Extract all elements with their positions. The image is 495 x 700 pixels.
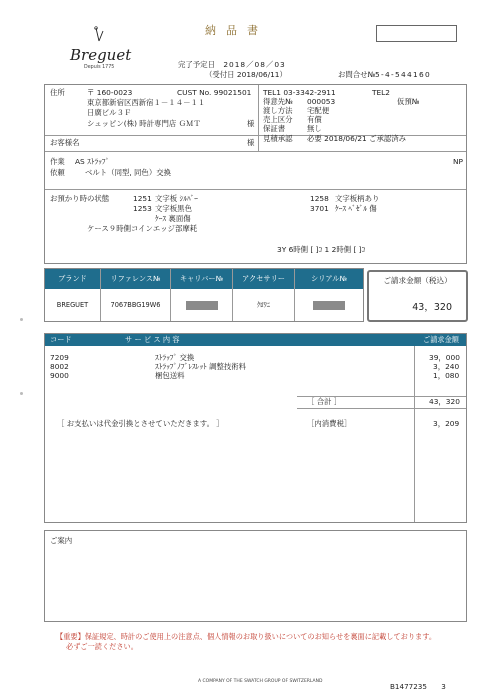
work-value: AS ｽﾄﾗｯﾌﾟ — [75, 157, 110, 166]
condition-code: 3701 — [310, 204, 329, 213]
total-label: ［ 合計 ］ — [307, 397, 342, 406]
estimate-label: 見積承認 — [263, 134, 293, 143]
store-honorific: 様 — [247, 119, 255, 128]
condition-label: お預かり時の状態 — [50, 194, 110, 203]
customer-name-label: お客様名 — [50, 138, 80, 147]
accessory-value: ｸﾛﾜﾆ — [256, 301, 271, 309]
document-code — [390, 683, 446, 692]
address-label: 住所 — [50, 88, 65, 97]
delivery-label: 渡し方法 — [263, 106, 293, 115]
service-code: 8002 — [50, 362, 69, 371]
header-serial: シリアル№ — [295, 269, 363, 289]
tel1: TEL1 03-3342-2911 — [263, 88, 336, 97]
condition-text: 文字板柄あり — [335, 194, 380, 203]
kari-label: 仮預№ — [397, 97, 420, 106]
punch-mark — [20, 392, 23, 395]
condition-code: 1258 — [310, 194, 329, 203]
cod-note: ［ お支払いは代金引換とさせていただきます。 ］ — [57, 419, 224, 428]
header-brand: ブランド — [45, 269, 100, 289]
inquiry-label: お問合せ№ — [338, 70, 376, 79]
condition-text: ｹｰｽ 裏面傷 — [155, 214, 191, 223]
redacted-block — [186, 301, 218, 310]
sales-value: 有償 — [307, 115, 322, 124]
caliber-value — [171, 289, 232, 321]
invoice-amount-box — [367, 270, 468, 322]
header-service-content: サ ー ビ ス 内 容 — [125, 335, 180, 344]
redacted-block — [313, 301, 345, 310]
postal-code: 〒 160-0023 — [87, 88, 133, 97]
client-number: 000053 — [307, 97, 336, 106]
invoice-amount-label: ご請求金額（税込） — [383, 276, 452, 285]
received-date: （受付日 2018/06/11） — [205, 70, 287, 79]
condition-code: 1251 — [133, 194, 152, 203]
scheduled-label: 完了予定日 — [178, 60, 215, 69]
document-title: 納品書 — [205, 24, 268, 37]
reference-value: 7067BBG19W6 — [110, 301, 161, 309]
header-caliber: キャリバー№ — [171, 269, 232, 289]
breguet-hands-icon — [93, 26, 105, 42]
request-value: ベルト（同型, 同色）交換 — [85, 168, 171, 177]
header-reference: リファレンス№ — [101, 269, 170, 289]
header-code: コード — [50, 335, 72, 344]
condition-text: 文字板 ｼﾙﾊﾞｰ — [155, 194, 198, 203]
header-billing-amount: ご請求金額 — [423, 335, 459, 344]
address-line-2: 日廣ビル３Ｆ — [87, 108, 132, 117]
brand-logo: Breguet — [70, 46, 132, 64]
warranty-value: 無し — [307, 124, 322, 133]
tax-value: 3，209 — [433, 419, 460, 428]
punch-mark — [20, 318, 23, 321]
condition-text: 文字板黒色 — [155, 204, 192, 213]
header-accessory: アクセサリー — [233, 269, 294, 289]
number-box — [376, 25, 457, 42]
request-label: 依頼 — [50, 168, 65, 177]
service-code: 9000 — [50, 371, 69, 380]
guidance-box — [44, 530, 467, 622]
np-mark: NP — [453, 157, 463, 166]
product-table — [44, 268, 364, 322]
work-label: 作業 — [50, 157, 65, 166]
delivery-value: 宅配便 — [307, 106, 330, 115]
address-line-1: 東京都新宿区西新宿１－１４－１１ — [87, 98, 206, 107]
inquiry-number: 5-4-544160 — [375, 70, 431, 79]
service-desc: ｽﾄﾗｯﾌﾟﾉﾌﾞﾚｽﾚｯﾄ 調整技術料 — [155, 362, 247, 371]
estimate-value: 必要 2018/06/21 ご承認済み — [307, 134, 407, 143]
service-amount: 39，000 — [429, 353, 460, 362]
sales-label: 売上区分 — [263, 115, 293, 124]
condition-code: 1253 — [133, 204, 152, 213]
service-desc: 梱包送料 — [155, 371, 185, 380]
customer-info-block — [44, 84, 467, 264]
important-note-line2: 必ずご一読ください。 — [66, 642, 138, 652]
scheduled-date: 2018／08／03 — [223, 60, 286, 69]
service-amount: 3，240 — [433, 362, 460, 371]
total-value: 43，320 — [429, 397, 460, 406]
swatch-group-line: A COMPANY OF THE SWATCH GROUP OF SWITZERLAND — [198, 679, 323, 684]
service-block — [44, 333, 467, 523]
client-label: 得意先№ — [263, 97, 293, 106]
serial-value — [295, 289, 363, 321]
customer-number: CUST No. 99021501 — [177, 88, 252, 97]
document-code-value: B1477235 — [390, 682, 427, 691]
important-note-line1: 【重要】保証規定、時計のご使用上の注意点、個人情報のお取り扱いについてのお知らせを裏面に記載しております。 — [56, 632, 437, 641]
guidance-label: ご案内 — [50, 536, 73, 545]
service-desc: ｽﾄﾗｯﾌﾟ 交換 — [155, 353, 195, 362]
condition-text: ケース９時側コインエッジ部摩耗 — [87, 224, 198, 233]
position-line: 3Y 6時側 [ ]ｺ 1 2時側 [ ]ｺ — [277, 245, 366, 254]
scheduled-completion — [178, 61, 286, 70]
warranty-label: 保証書 — [263, 124, 286, 133]
condition-text: ｹｰｽ ﾍﾞｾﾞﾙ 傷 — [335, 204, 377, 213]
tax-label: ［内消費税］ — [307, 419, 352, 428]
service-amount: 1，080 — [433, 371, 460, 380]
brand-value: BREGUET — [56, 301, 89, 309]
service-code: 7209 — [50, 353, 69, 362]
important-note — [56, 632, 466, 653]
store-name: シュッピン(株) 時計専門店 ＧＭＴ — [87, 119, 201, 128]
service-header-bar — [45, 334, 466, 346]
customer-honorific: 様 — [247, 138, 255, 147]
tel2: TEL2 — [372, 88, 391, 97]
brand-subtitle: Depuis 1775 — [84, 65, 115, 70]
page-number: 3 — [441, 682, 446, 691]
invoice-amount-value: 43，320 — [412, 302, 452, 313]
